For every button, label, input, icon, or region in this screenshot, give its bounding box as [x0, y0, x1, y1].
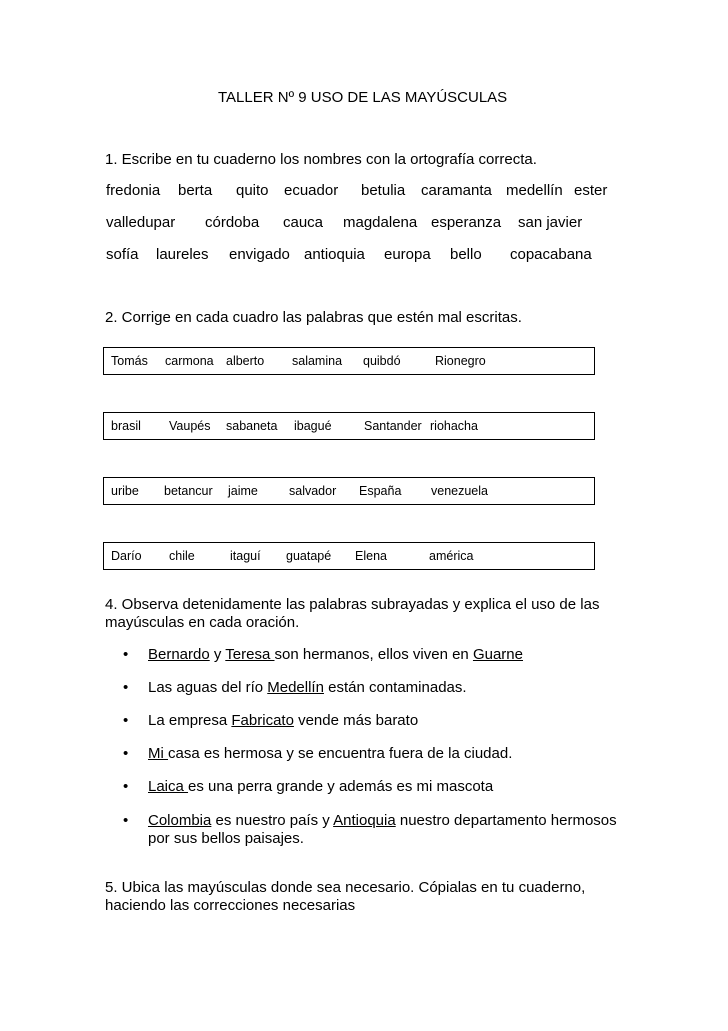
sentence-6: [148, 812, 617, 830]
section2-heading: 2. Corrige en cada cuadro las palabras que estén mal escritas.: [105, 309, 522, 326]
box-word: Darío: [111, 549, 142, 563]
word: córdoba: [205, 214, 260, 231]
box-word: Rionegro: [435, 354, 486, 368]
section4-heading-line2: mayúsculas en cada oración.: [105, 614, 300, 631]
word: berta: [178, 182, 213, 199]
box-word: Santander: [364, 419, 422, 433]
box-word: uribe: [111, 484, 139, 498]
box-word: salvador: [289, 484, 337, 498]
box-word: chile: [169, 549, 195, 563]
word: europa: [384, 246, 431, 263]
word-box-4: [103, 542, 595, 570]
word: caramanta: [421, 182, 492, 199]
sentence-text: es nuestro país y: [211, 812, 334, 829]
sentence-4: [148, 745, 512, 763]
sentence-text: Las aguas del río: [148, 679, 268, 696]
word-box-3: [103, 477, 595, 505]
sentence-text: y: [209, 646, 226, 663]
word: medellín: [506, 182, 563, 199]
box-word: riohacha: [430, 419, 478, 433]
word: laureles: [156, 246, 209, 263]
word: ester: [574, 182, 608, 199]
underlined-word: Mi: [148, 745, 168, 762]
bullet-icon: •: [123, 812, 129, 829]
word: quito: [236, 182, 269, 199]
underlined-word: Fabricato: [231, 712, 294, 729]
word: fredonia: [106, 182, 161, 199]
sentence-2: [148, 679, 467, 697]
sentence-text: vende más barato: [293, 712, 419, 729]
box-word: sabaneta: [226, 419, 278, 433]
bullet-icon: •: [123, 778, 129, 795]
section5-line2: haciendo las correcciones necesarias: [105, 897, 356, 914]
bullet-icon: •: [123, 679, 129, 696]
sentence-text: nuestro departamento hermosos: [395, 812, 617, 829]
box-word: salamina: [292, 354, 343, 368]
word: antioquia: [304, 246, 365, 263]
sentence-text: La empresa: [148, 712, 232, 729]
word: valledupar: [106, 214, 176, 231]
page-title: TALLER Nº 9 USO DE LAS MAYÚSCULAS: [218, 89, 508, 106]
box-word: betancur: [164, 484, 213, 498]
word-box-2: [103, 412, 595, 440]
box-word: quibdó: [363, 354, 401, 368]
section5-line1: 5. Ubica las mayúsculas donde sea necesario. Cópialas en tu cuaderno,: [105, 879, 586, 896]
sentence-text: es una perra grande y además es mi mascota: [188, 778, 494, 795]
word: san javier: [518, 214, 583, 231]
word: copacabana: [510, 246, 592, 263]
word: envigado: [229, 246, 290, 263]
box-word: itaguí: [230, 549, 261, 563]
underlined-word: Bernardo: [148, 646, 210, 663]
underlined-word: Teresa: [225, 646, 275, 663]
underlined-word: Antioquia: [333, 812, 396, 829]
box-word: Vaupés: [169, 419, 211, 433]
box-word: Tomás: [111, 354, 148, 368]
word: cauca: [283, 214, 324, 231]
sentence-1: [148, 646, 523, 664]
box-word: venezuela: [431, 484, 488, 498]
word: magdalena: [343, 214, 418, 231]
sentence-text: casa es hermosa y se encuentra fuera de la ciudad.: [168, 745, 513, 762]
box-word: Elena: [355, 549, 387, 563]
box-word: jaime: [228, 484, 258, 498]
section1-heading: 1. Escribe en tu cuaderno los nombres con la ortografía correcta.: [105, 151, 537, 168]
bullet-icon: •: [123, 745, 129, 762]
sentence-3: [148, 712, 418, 730]
box-word: ibagué: [294, 419, 332, 433]
underlined-word: Guarne: [472, 646, 523, 663]
section4-heading-line1: 4. Observa detenidamente las palabras subrayadas y explica el uso de las: [105, 596, 600, 613]
sentence-text: están contaminadas.: [323, 679, 467, 696]
underlined-word: Medellín: [267, 679, 324, 696]
box-word: américa: [429, 549, 474, 563]
sentence-5: [148, 778, 493, 796]
sentence-text: son hermanos, ellos viven en: [274, 646, 473, 663]
box-word: carmona: [165, 354, 214, 368]
box-word: alberto: [226, 354, 265, 368]
sentence-6-line2: por sus bellos paisajes.: [148, 830, 304, 847]
bullet-icon: •: [123, 712, 129, 729]
word: ecuador: [284, 182, 339, 199]
box-word: España: [359, 484, 402, 498]
underlined-word: Laica: [148, 778, 189, 795]
underlined-word: Colombia: [148, 812, 212, 829]
word-box-1: [103, 347, 595, 375]
word: betulia: [361, 182, 406, 199]
word: bello: [450, 246, 482, 263]
box-word: guatapé: [286, 549, 332, 563]
word: esperanza: [431, 214, 502, 231]
bullet-icon: •: [123, 646, 129, 663]
word: sofía: [106, 246, 139, 263]
box-word: brasil: [111, 419, 141, 433]
